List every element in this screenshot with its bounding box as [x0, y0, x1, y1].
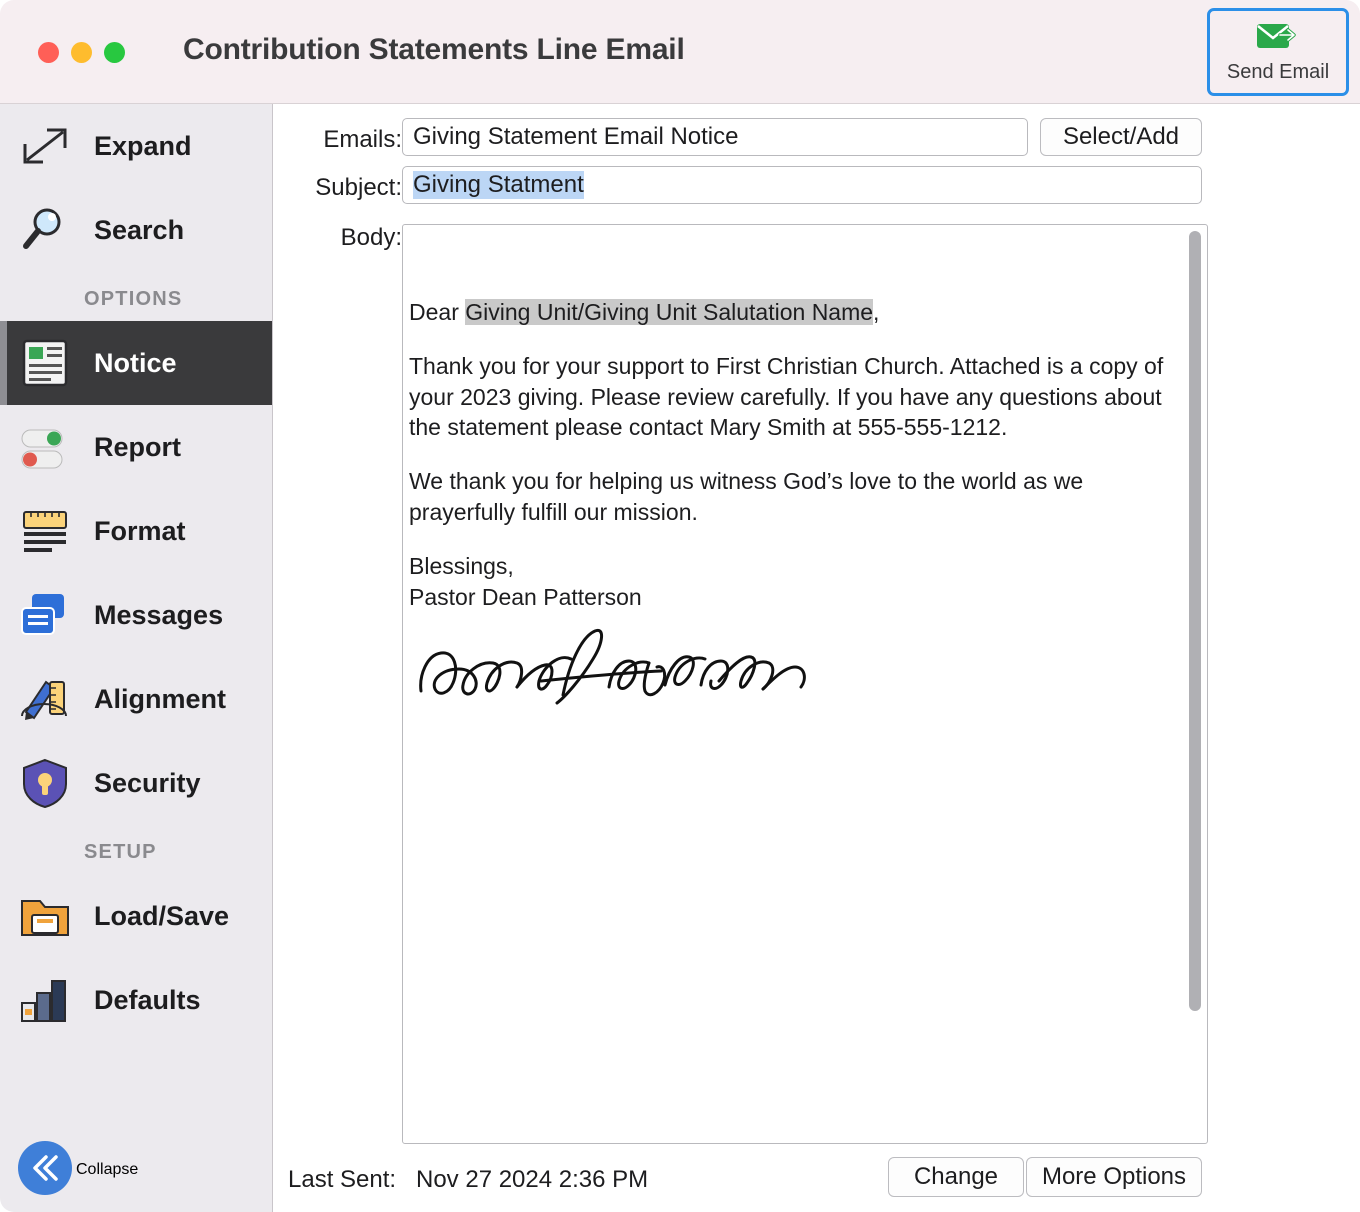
email-send-icon	[1256, 21, 1300, 53]
select-add-button[interactable]: Select/Add	[1040, 118, 1202, 156]
subject-label: Subject:	[315, 174, 402, 201]
sidebar-item-label: Format	[94, 515, 186, 546]
sidebar-collapse-button[interactable]	[0, 1128, 273, 1212]
sidebar-item-format[interactable]	[0, 489, 272, 573]
sidebar-collapse-label: Collapse	[76, 1161, 139, 1178]
sidebar-item-label: Defaults	[94, 984, 201, 1015]
sidebar-item-label: Report	[94, 431, 181, 462]
page-title: Contribution Statements Line Email	[183, 33, 685, 66]
main-panel	[274, 104, 1360, 1212]
sidebar-item-label: Messages	[94, 599, 224, 630]
last-sent-value: Nov 27 2024 2:36 PM	[416, 1166, 649, 1193]
close-window-button[interactable]	[38, 42, 59, 63]
body-label: Body:	[340, 224, 402, 251]
merge-field-token: Giving Unit/Giving Unit Salutation Name	[465, 299, 874, 325]
toggle-switches-icon	[14, 416, 76, 478]
body-content[interactable]	[402, 297, 1189, 636]
body-paragraph-2: We thank you for helping us witness God’s love to the world as we prayerfully fulfill our mission.	[409, 468, 1084, 525]
sidebar-item-label: Expand	[94, 130, 192, 161]
sidebar-item-label: Search	[94, 214, 185, 245]
sidebar-item-label: Load/Save	[94, 900, 230, 931]
body-paragraph-1: Thank you for your support to First Christian Church. Attached is a copy of your 2023 giving. Please review carefully. If you have any questions about the statement please contact Mary Smith at 555-555-1212.	[409, 353, 1164, 441]
handwritten-signature-image	[413, 625, 833, 720]
change-button[interactable]: Change	[888, 1157, 1024, 1197]
bar-chart-defaults-icon	[14, 969, 76, 1031]
sidebar	[0, 104, 273, 1212]
subject-value: Giving Statment	[413, 171, 584, 198]
send-email-label: Send Email	[1226, 61, 1330, 83]
sidebar-item-defaults[interactable]	[0, 958, 272, 1042]
emails-label: Emails:	[323, 126, 402, 153]
chat-bubbles-icon	[14, 584, 76, 646]
sidebar-item-notice[interactable]	[0, 321, 272, 405]
sidebar-item-label: Notice	[94, 347, 177, 378]
sidebar-item-load-save[interactable]	[0, 874, 272, 958]
expand-arrows-icon	[14, 115, 76, 177]
pencil-ruler-icon	[14, 668, 76, 730]
sidebar-item-report[interactable]	[0, 405, 272, 489]
body-signer: Pastor Dean Patterson	[409, 583, 642, 610]
sidebar-item-expand[interactable]	[0, 104, 272, 188]
body-salutation	[409, 297, 1179, 327]
sidebar-item-messages[interactable]	[0, 573, 272, 657]
sidebar-item-search[interactable]	[0, 188, 272, 272]
last-sent-label: Last Sent:	[288, 1166, 397, 1193]
minimize-window-button[interactable]	[71, 42, 92, 63]
salutation-prefix: Dear	[409, 299, 466, 325]
body-closing: Blessings,	[409, 553, 514, 580]
notice-document-icon	[14, 332, 76, 394]
sidebar-item-security[interactable]	[0, 741, 272, 825]
folder-save-icon	[14, 885, 76, 947]
zoom-window-button[interactable]	[104, 42, 125, 63]
subject-input[interactable]	[402, 166, 1202, 204]
send-email-button[interactable]	[1207, 8, 1349, 96]
emails-input[interactable]: Giving Statement Email Notice	[402, 118, 1028, 156]
window-controls	[38, 42, 125, 63]
ruler-format-icon	[14, 500, 76, 562]
body-editor[interactable]	[402, 224, 1208, 1144]
shield-lock-icon	[14, 752, 76, 814]
body-scrollbar-thumb[interactable]	[1189, 231, 1201, 1011]
sidebar-item-alignment[interactable]	[0, 657, 272, 741]
body-scrollbar[interactable]	[1189, 227, 1205, 1143]
sidebar-group-setup: SETUP	[84, 841, 157, 863]
sidebar-group-options: OPTIONS	[84, 288, 183, 310]
magnifier-icon	[14, 199, 76, 261]
salutation-suffix: ,	[873, 299, 880, 325]
title-bar	[0, 0, 1360, 104]
sidebar-item-label: Security	[94, 767, 201, 798]
more-options-button[interactable]: More Options	[1026, 1157, 1202, 1197]
sidebar-item-label: Alignment	[94, 683, 226, 714]
chevron-double-left-icon	[14, 1137, 76, 1204]
